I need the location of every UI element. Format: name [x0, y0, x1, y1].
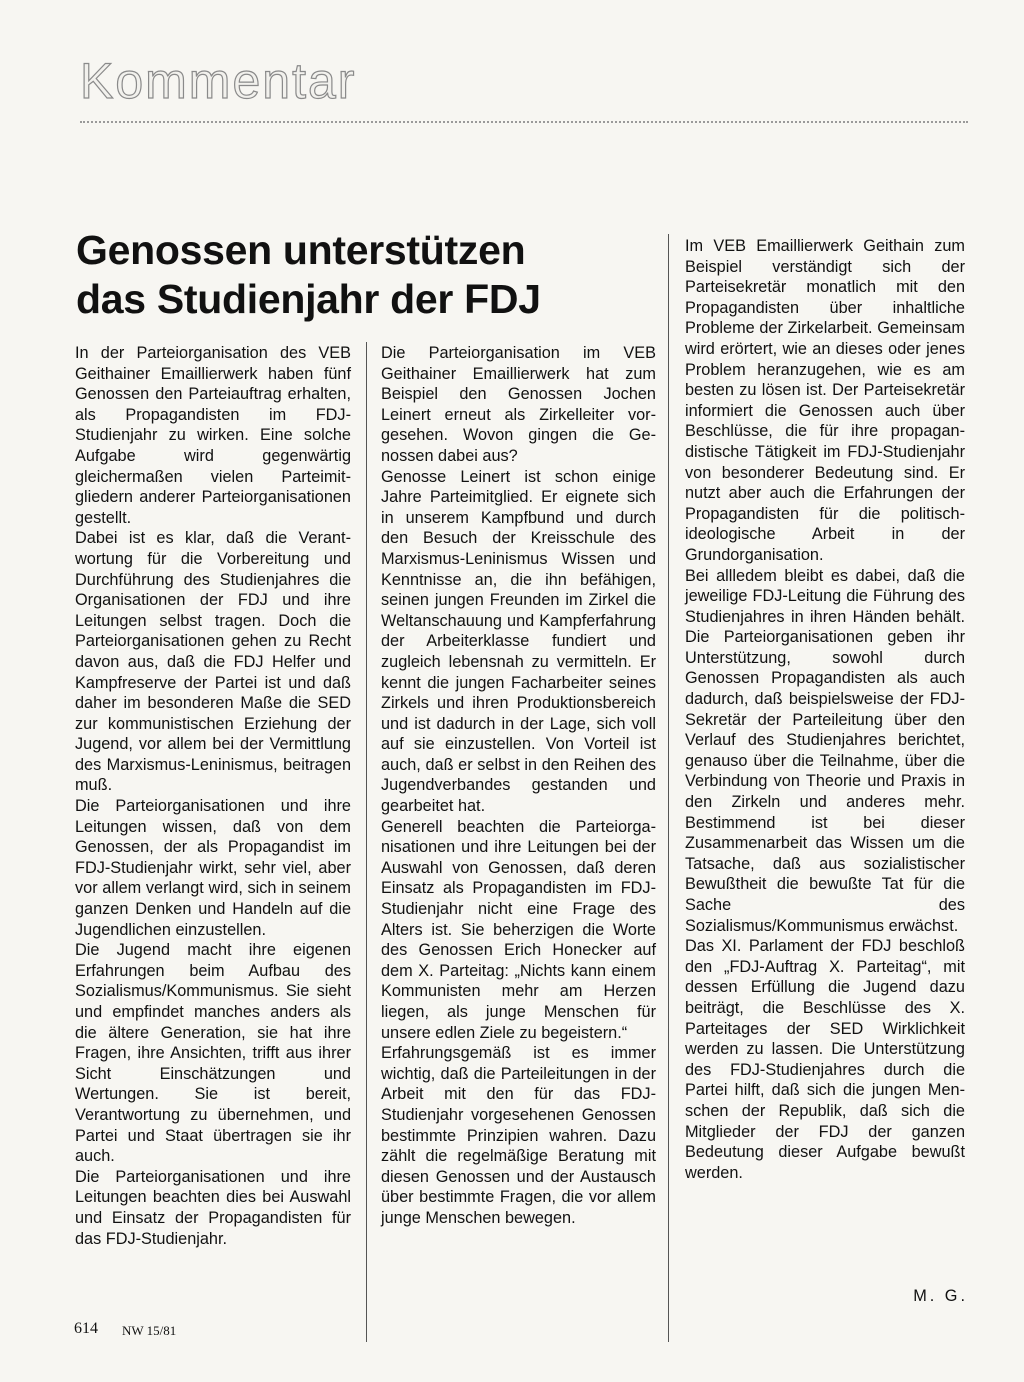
column-divider-1: [366, 342, 367, 1342]
paragraph: Generell beachten die Parteiorganisationen und ihre Leitungen bei der Auswahl von Genossen, daß deren Einsatz als Propagandisten im FDJ-Studienjahr nicht eine Frage des Alters ist. Sie beherzigen die Worte des Genossen Erich Honecker auf dem X. Parteitag: „Nichts kann einem Kommunisten mehr am Herzen liegen, als junge Menschen für unsere edlen Ziele zu begeistern.“: [381, 817, 656, 1042]
kicker-divider: [80, 121, 968, 123]
text-column-2: [381, 343, 656, 1229]
paragraph: Bei allledem bleibt es dabei, daß die jeweilige FDJ-Leitung die Führung des Studienjahres in ihren Händen behält. Die Parteiorganisationen geben ihr Unterstützung, sowohl durch Genossen Propagandisten als auch dadurch, daß beispielsweise der FDJ-Sekretär der Parteileitung über den Verlauf des Studienjahres berichtet, genauso über die Teilnahme, über die Verbindung von Theorie und Praxis in den Zirkeln und anderes mehr. Bestimmend ist bei dieser Zusammenarbeit das Wissen um die Tatsache, daß aus sozialistischer Bewußtheit die bewußte Tat für die Sache des Sozialismus/Kommunismus erwächst.: [685, 566, 965, 935]
paragraph: Das XI. Parlament der FDJ beschloß den „FDJ-Auftrag X. Parteitag“, mit dessen Erfüllung die Jugend dazu beiträgt, die Beschlüsse des X. Parteitages der SED Wirklichkeit werden zu lassen. Die Unterstützung des FDJ-Studienjahres durch die Partei hilft, daß sich die jungen Menschen der Republik, daß sich die Mitglieder der FDJ der ganzen Bedeutung dieser Aufgabe bewußt werden.: [685, 937, 965, 1182]
page-number: 614: [74, 1320, 98, 1337]
column-divider-2: [668, 234, 669, 1342]
paragraph: Im VEB Emaillierwerk Geithain zum Beispiel verständigt sich der Parteisekretär monatlich mit den Propagandisten über inhaltliche Probleme der Zirkelarbeit. Gemeinsam wird erörtert, wie an dieses oder jenes Problem heranzugehen, wie es am besten zu lösen ist. Der Parteisekretär informiert die Genossen auch über Beschlüsse, die für ihre propagandistische Tätigkeit im FDJ-Studienjahr von besonderer Bedeutung sind. Er nutzt aber auch die Erfahrungen der Propagandisten für die politisch-ideologische Arbeit in der Grundorganisation.: [685, 237, 965, 564]
issue-reference: NW 15/81: [122, 1323, 177, 1338]
article-headline: [76, 226, 656, 324]
text-column-3: [685, 236, 965, 1183]
paragraph: Die Jugend macht ihre eigenen Erfahrungen beim Aufbau des Sozialismus/Kommunismus. Sie sieht und empfindet manches anders als die ältere Generation, sie hat ihre Fragen, ihre Ansichten, trifft aus ihrer Sicht Einschätzungen und Wertungen. Sie ist bereit, Verantwortung zu übernehmen, und Partei und Staat übertragen sie ihr auch.: [75, 941, 351, 1166]
headline-line-1: Genossen unterstützen: [76, 227, 526, 273]
section-kicker: Kommentar: [80, 53, 357, 109]
text-column-1: [75, 343, 351, 1249]
author-initials: M. G.: [913, 1287, 968, 1305]
paragraph: Dabei ist es klar, daß die Verantwortung für die Vorbereitung und Durchführung des Studienjahres die Organisationen der FDJ und ihre Leitungen selbst tragen. Doch die Parteiorganisationen gehen zu Recht davon aus, daß die FDJ Helfer und Kampfreserve der Partei ist und daß daher im besonderen Maße die SED zur kommunistischen Erziehung der Jugend, vor allem bei der Vermittlung des Marxismus-Leninismus, beitragen muß.: [75, 529, 351, 795]
paragraph: In der Parteiorganisation des VEB Geithainer Emaillierwerk haben fünf Genossen den Parteiauftrag erhalten, als Propagandisten im FDJ-Studienjahr zu wirken. Eine solche Aufgabe wird gegenwärtig gleichermaßen vielen Parteimitgliedern anderer Parteiorganisationen gestellt.: [75, 344, 351, 527]
headline-line-2: das Studienjahr der FDJ: [76, 276, 541, 322]
paragraph: Erfahrungsgemäß ist es immer wichtig, daß die Parteileitungen in der Arbeit mit den für das FDJ-Studienjahr vorgesehenen Genossen bestimmte Prinzipien wahren. Dazu zählt die regelmäßige Beratung mit diesen Genossen und der Austausch über bestimmte Fragen, die vor allem junge Menschen bewegen.: [381, 1044, 656, 1227]
paragraph: Die Parteiorganisation im VEB Geithainer Emaillierwerk hat zum Beispiel den Genossen Jochen Leinert erneut als Zirkelleiter vorgesehen. Wovon gingen die Genossen dabei aus?: [381, 344, 656, 465]
paragraph: Die Parteiorganisationen und ihre Leitungen beachten dies bei Auswahl und Einsatz der Propagandisten für das FDJ-Studienjahr.: [75, 1167, 351, 1248]
paragraph: Die Parteiorganisationen und ihre Leitungen wissen, daß von dem Genossen, der als Propagandist im FDJ-Studienjahr wirkt, sehr viel, aber vor allem verlangt wird, sich in seinem ganzen Denken und Handeln auf die Jugendlichen einzustellen.: [75, 797, 351, 939]
paragraph: Genosse Leinert ist schon einige Jahre Parteimitglied. Er eignete sich in unserem Kampfbund und durch den Besuch der Kreisschule des Marxismus-Leninismus Wissen und Kenntnisse an, die ihn befähigen, seinen jungen Freunden im Zirkel die Weltanschauung und Kampferfahrung der Arbeiterklasse fundiert und zugleich lebensnah zu vermitteln. Er kennt die jungen Facharbeiter seines Zirkels und ihren Produktionsbereich und ist dadurch in der Lage, sich voll auf sie einzustellen. Von Vorteil ist auch, daß er selbst in den Reihen des Jugendverbandes gestanden und gearbeitet hat.: [381, 467, 656, 816]
